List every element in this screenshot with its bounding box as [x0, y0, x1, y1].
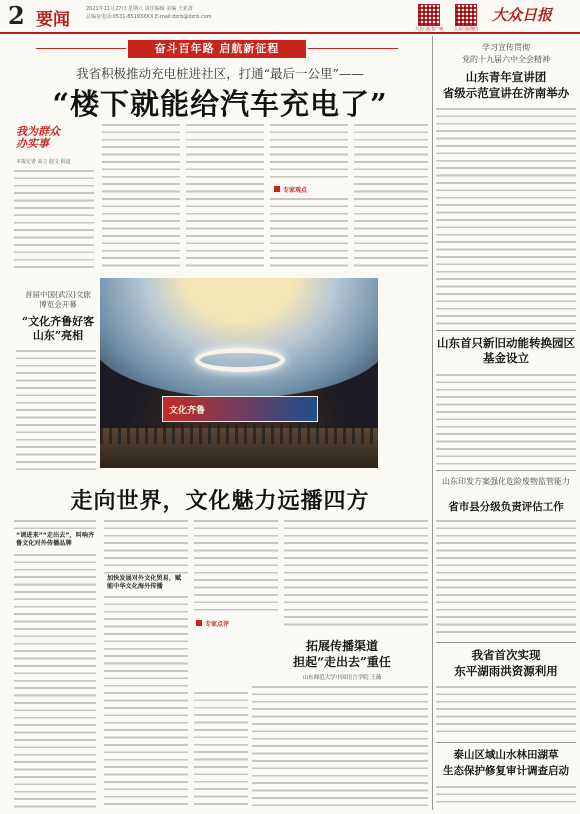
culture-body-column — [14, 518, 96, 530]
photo-ceiling — [100, 278, 378, 398]
side-headline-line-2: 担起“走出去”重任 — [293, 655, 391, 669]
section-name: 要闻 — [36, 10, 70, 30]
right-divider — [436, 330, 576, 331]
side-headline-line-1: 拓展传播渠道 — [305, 639, 378, 653]
expo-photo — [100, 278, 378, 468]
lead-body-column — [270, 196, 348, 272]
lead-body-column — [186, 122, 264, 272]
paper-logo: 大众日报 — [492, 6, 553, 24]
right-story4-title-1: 我省首次实现 — [471, 648, 541, 662]
culture-body-column — [194, 690, 248, 810]
culture-body-column — [104, 594, 188, 810]
culture-body-column — [284, 518, 428, 628]
culture-body-column — [104, 518, 188, 574]
banner: 奋斗百年路 启航新征程 — [128, 40, 306, 58]
page-number: 2 — [8, 1, 25, 30]
culture-subhead-1: “请进来”“走出去”，叫响齐鲁文化对外传播品牌 — [16, 532, 95, 547]
right-body-column — [436, 372, 576, 466]
lead-body-column — [102, 122, 180, 272]
right-body-column — [436, 784, 576, 808]
right-story3-title: 省市县分级负责评估工作 — [448, 501, 564, 513]
section-marker-icon — [196, 620, 202, 626]
photo-light-ring — [195, 348, 285, 372]
right-body-column — [436, 518, 576, 638]
right-kicker-2: 党的十九届六中全会精神 — [462, 55, 550, 64]
side-byline: 山东师范大学中国语言学院 王薇 — [302, 675, 382, 681]
qr-code-label: 大众日报微信 — [454, 26, 478, 31]
expert-comment-tag: 专家点评 — [205, 621, 230, 628]
right-kicker-1: 学习宣传贯彻 — [482, 43, 530, 52]
right-divider — [436, 642, 576, 643]
lead-body-column — [14, 168, 94, 268]
qr-code-icon — [455, 4, 477, 26]
inset-title: “文化齐鲁好客山东”亮相 — [21, 315, 95, 342]
right-divider — [436, 742, 576, 743]
qr-code-label: 大众日报客户端 — [415, 26, 443, 31]
masthead-info-line-1: 2021年11月27日 星期六 责任编辑 美编 王亚清 — [86, 6, 193, 12]
right-story2-title: 山东首只新旧动能转换园区基金设立 — [437, 336, 575, 365]
photo-screen — [162, 396, 318, 422]
lead-kicker: 我省积极推动充电桩进社区，打通“最后一公里”—— — [76, 66, 364, 81]
side-headline — [252, 638, 432, 670]
right-title-2: 省级示范宣讲在济南举办 — [442, 86, 570, 100]
right-story5-title-2: 生态保护修复审计调查启动 — [443, 765, 569, 777]
inset-body-column — [16, 348, 96, 474]
lead-body-column — [270, 122, 348, 182]
masthead-info — [86, 5, 286, 21]
inset-kicker: 首届中国(武汉)文旅博览会开幕 — [25, 290, 91, 309]
section-marker-icon — [274, 186, 280, 192]
right-story4-title-2: 东平湖雨洪资源利用 — [454, 664, 558, 678]
culture-body-column — [14, 552, 96, 810]
photo-crowd — [100, 424, 378, 444]
culture-body-column — [194, 518, 278, 614]
right-story5-title-1: 泰山区域山水林田湖草 — [453, 749, 559, 761]
right-divider — [436, 470, 576, 471]
right-body-column — [436, 684, 576, 738]
right-story3-kicker: 山东印发方案强化危险废物监管能力 — [442, 477, 570, 486]
campaign-stamp: 我为群众办实事 — [16, 125, 60, 150]
photo-screen-text: 文化齐鲁 — [169, 406, 206, 416]
culture-subhead-2: 加快发展对外文化贸易，赋能中华文化海外传播 — [107, 575, 182, 590]
column-rule — [432, 36, 433, 810]
expert-view-tag: 专家观点 — [283, 187, 308, 194]
masthead-info-line-2: 总编室电话:0531-85193XXX E-mail:dzrb@dzrb.com — [86, 14, 212, 20]
right-column — [436, 36, 576, 810]
right-body-column — [436, 106, 576, 326]
side-body-column — [252, 684, 428, 810]
culture-headline: 走向世界，文化魅力远播四方 — [70, 488, 370, 514]
lead-body-column — [354, 122, 428, 272]
qr-code-icon — [418, 4, 440, 26]
right-title-1: 山东青年宣讲团 — [465, 70, 547, 84]
lead-byline: 本报记者 高立 赵文 报道 — [16, 159, 71, 165]
masthead — [0, 0, 580, 34]
lead-headline: “楼下就能给汽车充电了” — [52, 87, 388, 121]
